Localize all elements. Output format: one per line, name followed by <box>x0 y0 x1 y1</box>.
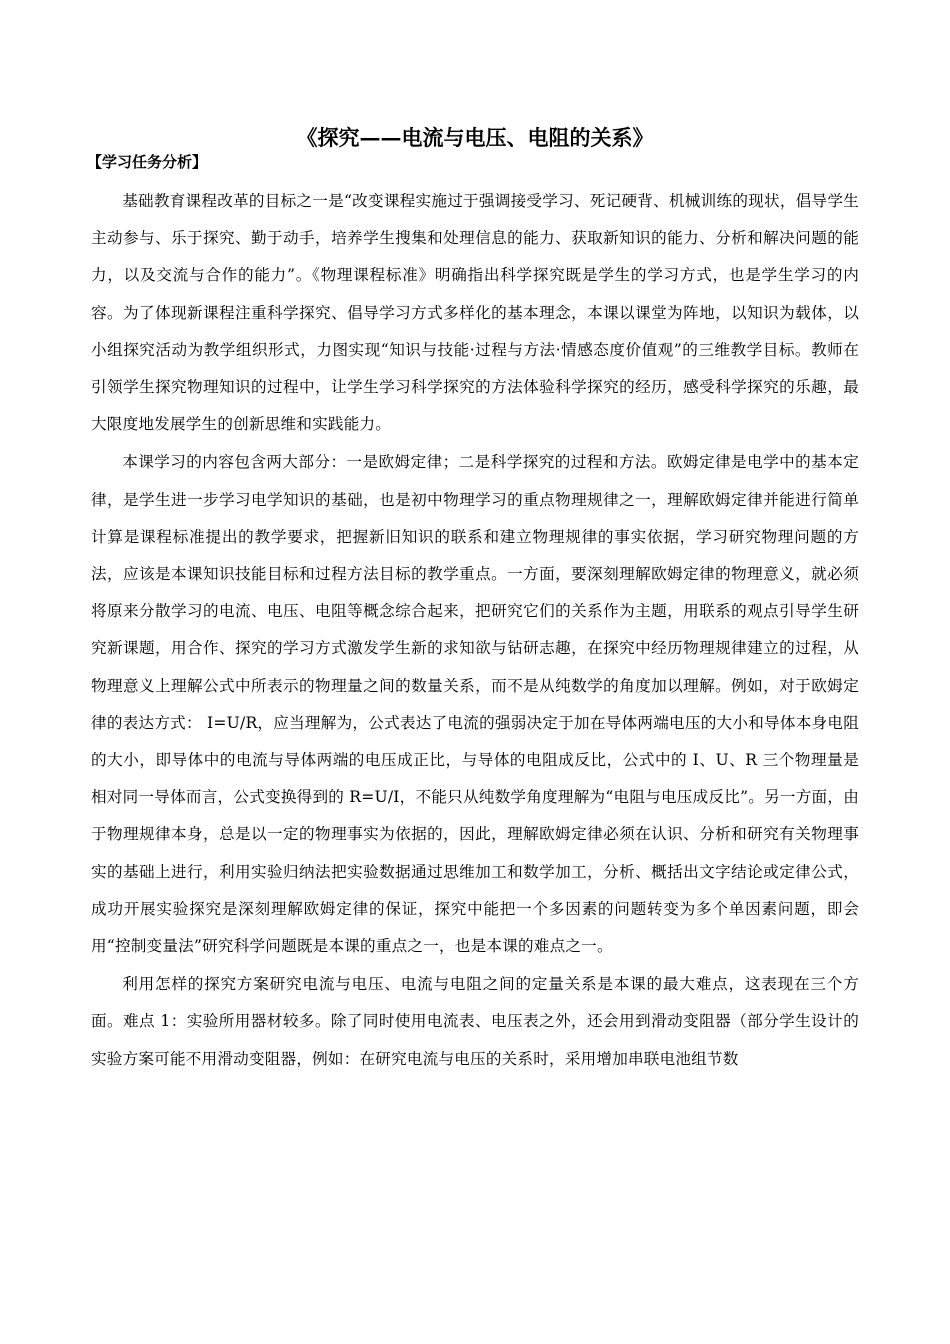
section-heading: 【学习任务分析】 <box>87 153 208 171</box>
body-text <box>91 183 859 1079</box>
document-title: 《探究——电流与电压、电阻的关系》 <box>296 125 654 150</box>
paragraph-difficulties: 利用怎样的探究方案研究电流与电压、电流与电阻之间的定量关系是本课的最大难点，这表现在三个方面。难点 1：实验所用器材较多。除了同时使用电流表、电压表之外，还会用到滑动变阻器（部分学生设计的实验方案可能不用滑动变阻器，例如：在研究电流与电压的关系时，采用增加串联电池组节数 <box>91 975 859 1068</box>
paragraph-ohms-law: 本课学习的内容包含两大部分：一是欧姆定律；二是科学探究的过程和方法。欧姆定律是电学中的基本定律，是学生进一步学习电学知识的基础，也是初中物理学习的重点物理规律之一，理解欧姆定律并能进行简单计算是课程标准提出的教学要求，把握新旧知识的联系和建立物理规律的事实依据，学习研究物理问题的方法，应该是本课知识技能目标和过程方法目标的教学重点。一方面，要深刻理解欧姆定律的物理意义，就必须将原来分散学习的电流、电压、电阻等概念综合起来，把研究它们的关系作为主题，用联系的观点引导学生研究新课题，用合作、探究的学习方式激发学生新的求知欲与钻研志趣，在探究中经历物理规律建立的过程，从物理意义上理解公式中所表示的物理量之间的数量关系，而不是从纯数学的角度加以理解。例如，对于欧姆定律的表达方式： I=U/R，应当理解为，公式表达了电流的强弱决定于加在导体两端电压的大小和导体本身电阻的大小，即导体中的电流与导体两端的电压成正比，与导体的电阻成反比，公式中的 I、U、R 三个物理量是相对同一导体而言，公式变换得到的 R=U/I，不能只从纯数学角度理解为“电阻与电压成反比”。另一方面，由于物理规律本身，总是以一定的物理事实为依据的，因此，理解欧姆定律必须在认识、分析和研究有关物理事实的基础上进行，利用实验归纳法把实验数据通过思维加工和数学加工，分析、概括出文字结论或定律公式，成功开展实验探究是深刻理解欧姆定律的保证，探究中能把一个多因素的问题转变为多个单因素问题，即会用“控制变量法”研究科学问题既是本课的重点之一，也是本课的难点之一。 <box>91 453 859 956</box>
paragraph-curriculum-reform: 基础教育课程改革的目标之一是“改变课程实施过于强调接受学习、死记硬背、机械训练的现状，倡导学生主动参与、乐于探究、勤于动手，培养学生搜集和处理信息的能力、获取新知识的能力、分析和解决问题的能力，以及交流与合作的能力”。《物理课程标准》明确指出科学探究既是学生的学习方式，也是学生学习的内容。为了体现新课程注重科学探究、倡导学习方式多样化的基本理念，本课以课堂为阵地，以知识为载体，以小组探究活动为教学组织形式，力图实现“知识与技能·过程与方法·情感态度价值观”的三维教学目标。教师在引领学生探究物理知识的过程中，让学生学习科学探究的方法体验科学探究的经历，感受科学探究的乐趣，最大限度地发展学生的创新思维和实践能力。 <box>91 192 859 434</box>
